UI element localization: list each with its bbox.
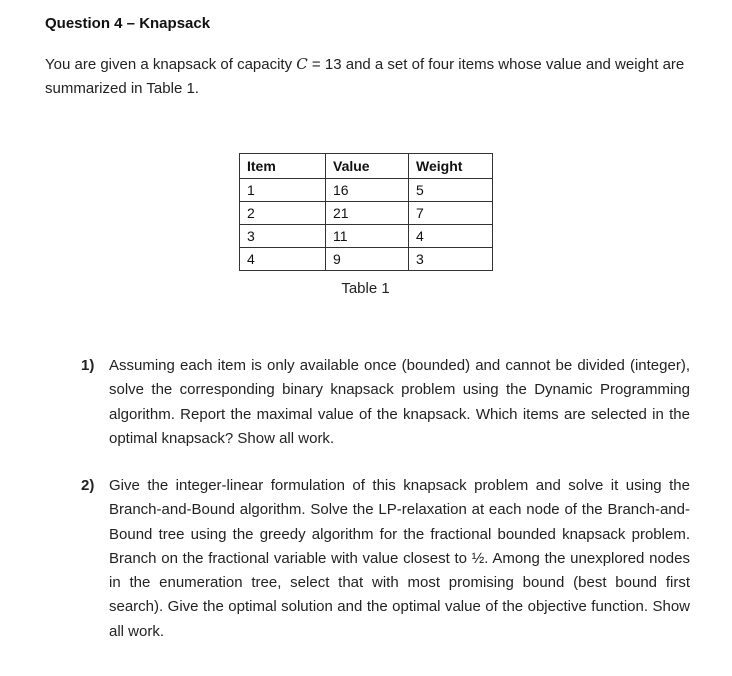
question-2-number: 2) <box>81 477 95 494</box>
value-cell: 21 <box>326 202 409 225</box>
weight-cell: 7 <box>409 202 493 225</box>
item-cell: 4 <box>240 248 326 271</box>
question-1-number: 1) <box>81 357 95 374</box>
value-cell: 9 <box>326 248 409 271</box>
equals-sign: = <box>307 56 325 73</box>
weight-cell: 5 <box>409 179 493 202</box>
weight-cell: 4 <box>409 225 493 248</box>
header-value: Value <box>326 154 409 179</box>
value-cell: 16 <box>326 179 409 202</box>
item-cell: 2 <box>240 202 326 225</box>
question-heading: Question 4 – Knapsack <box>45 15 211 32</box>
intro-text-after: and a set of four items whose value and weight are summarized in Table 1. <box>45 56 685 97</box>
item-cell: 3 <box>240 225 326 248</box>
table-row <box>240 202 493 225</box>
capacity-value: 13 <box>324 56 342 73</box>
header-item: Item <box>240 154 326 179</box>
question-1-text: Assuming each item is only available once (bounded) and cannot be divided (integer), solve the corresponding binary knapsack problem using the Dynamic Programming algorithm. Report the maximal value of the knapsack. Which items are selected in the optimal knapsack? Show all work. <box>109 357 690 447</box>
question-1 <box>81 354 690 451</box>
weight-cell: 3 <box>409 248 493 271</box>
intro-text-before: You are given a knapsack of capacity <box>45 56 297 73</box>
item-cell: 1 <box>240 179 326 202</box>
items-table <box>239 153 493 271</box>
question-2-text: Give the integer-linear formulation of this knapsack problem and solve it using the Branch-and-Bound algorithm. Solve the LP-relaxation at each node of the Branch-and-Bound tree using the greedy algorithm for the fractional bounded knapsack problem. Branch on the fractional variable with value closest to ½. Among the unexplored nodes in the enumeration tree, select that with most promising bound (best bound first search). Give the optimal solution and the optimal value of the objective function. Show all work. <box>109 477 690 640</box>
table-header-row <box>240 154 493 179</box>
table-row <box>240 179 493 202</box>
capacity-symbol: C <box>296 55 308 73</box>
question-2 <box>81 474 690 644</box>
value-cell: 11 <box>326 225 409 248</box>
table-row <box>240 225 493 248</box>
table-caption: Table 1 <box>341 280 390 297</box>
header-weight: Weight <box>409 154 493 179</box>
table-row <box>240 248 493 271</box>
intro-paragraph <box>45 52 690 101</box>
